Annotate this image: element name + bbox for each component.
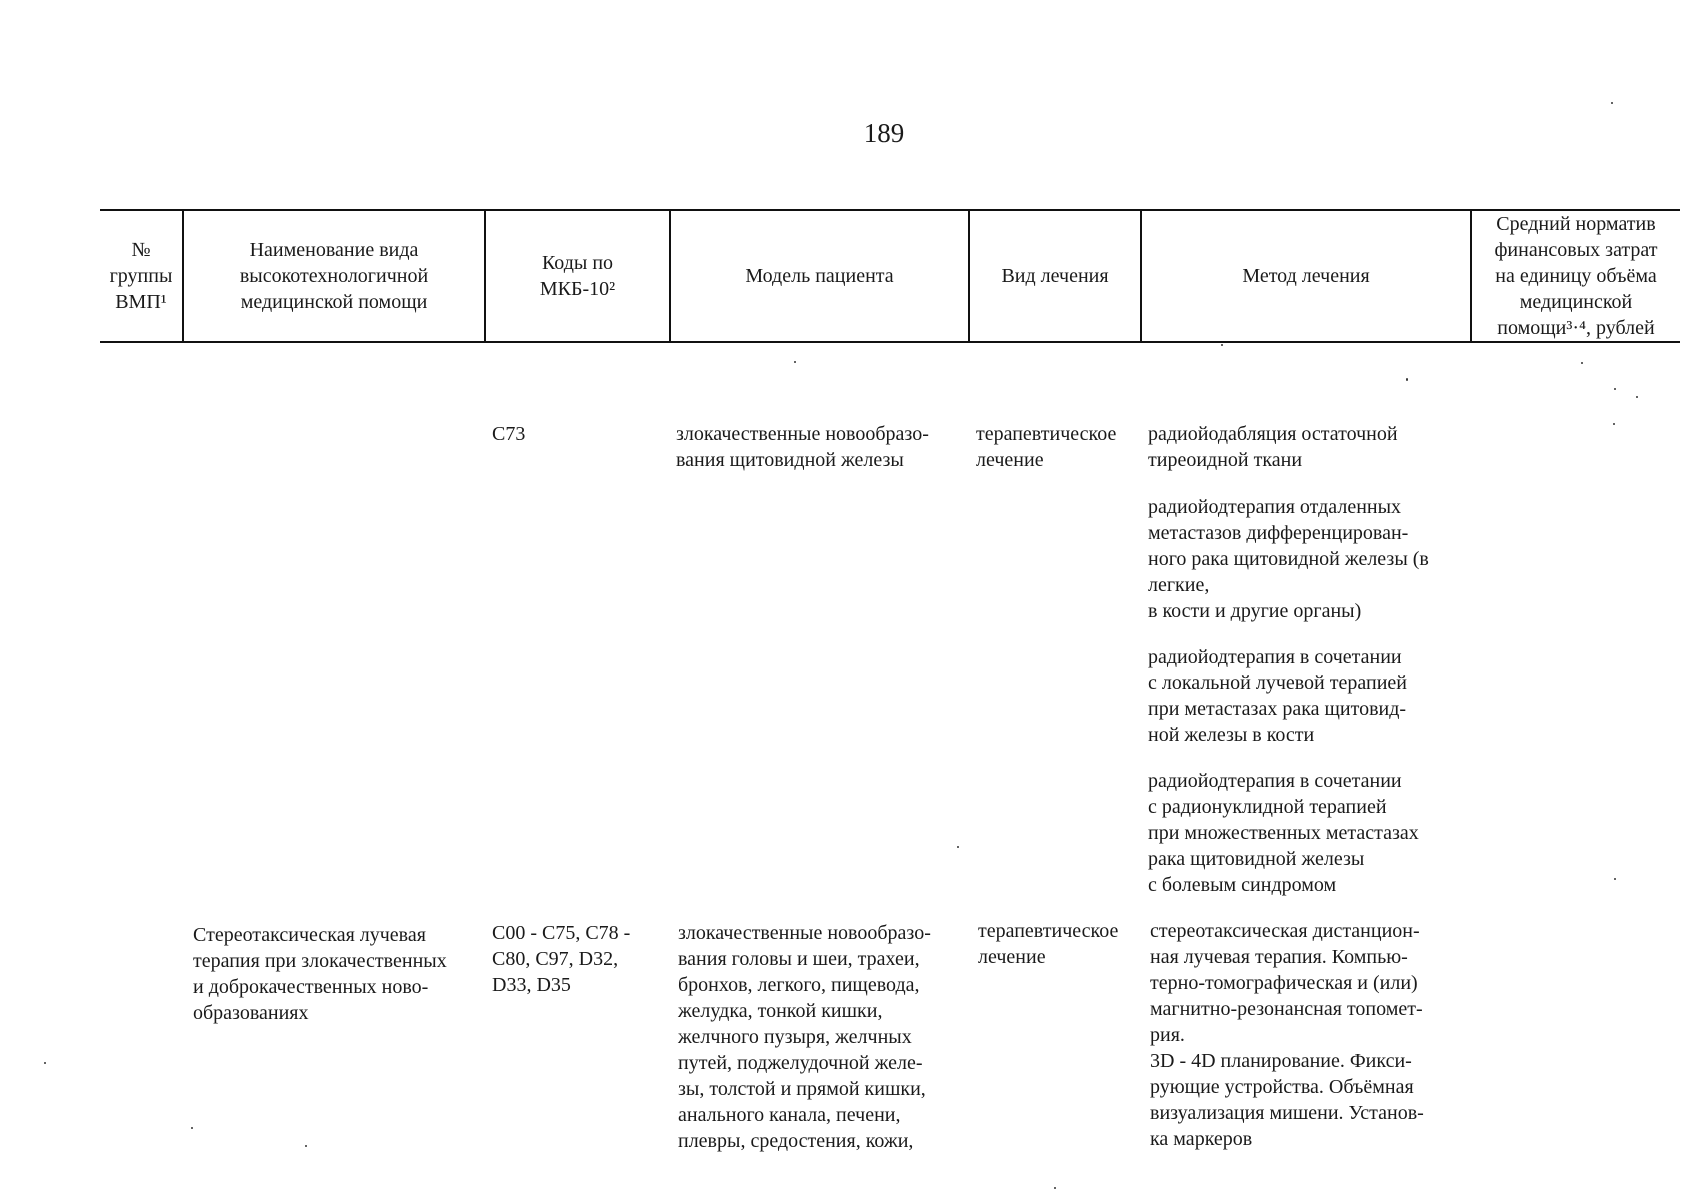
row-treatment-method: радиойодтерапия в сочетании с радионуклидной терапией при множественных метастазах рака щитовидной железы с болевым синдромом xyxy=(1148,770,1419,896)
header-group-number xyxy=(100,209,182,342)
header-care-type xyxy=(184,209,484,342)
row-patient-model: злокачественные новообразо- вания щитовидной железы xyxy=(676,423,929,471)
scan-speck xyxy=(1221,344,1223,346)
header-treatment-method-label: Метод лечения xyxy=(1242,264,1370,287)
scan-speck xyxy=(794,361,796,363)
header-treatment-type-label: Вид лечения xyxy=(1001,264,1109,287)
scan-speck xyxy=(1614,388,1616,390)
row-care-type: Стереотаксическая лучевая терапия при злокачественных и доброкачественных ново- образованиях xyxy=(193,924,447,1024)
header-treatment-method xyxy=(1142,209,1470,342)
row-treatment-method: стереотаксическая дистанцион- ная лучевая терапия. Компью- терно-томографическая и (или) магнитно-резонансная топомет- рия. 3D - 4D планирование. Фикси- рующие устройства. Объёмная визуализация мишени. Установ- ка маркеров xyxy=(1150,920,1424,1150)
row-treatment-type: терапевтическое лечение xyxy=(978,920,1119,968)
row-treatment-method: радиойодтерапия в сочетании с локальной лучевой терапией при метастазах рака щитовид- ной железы в кости xyxy=(1148,646,1407,746)
row-patient-model: злокачественные новообразо- вания головы и шеи, трахеи, бронхов, легкого, пищевода, желудка, тонкой кишки, желчного пузыря, желчных путей, поджелудочной желе- зы, толстой и прямой кишки, анального канала, печени, плевры, средостения, кожи, xyxy=(678,922,931,1152)
header-cost-standard xyxy=(1472,209,1680,342)
header-group-number-label: № группы ВМП¹ xyxy=(109,238,173,313)
scan-speck xyxy=(191,1127,193,1129)
scan-speck xyxy=(1406,378,1408,381)
header-cost-standard-label: Средний норматив финансовых затрат на единицу объёма медицинской помощи³·⁴, рублей xyxy=(1494,212,1658,339)
scan-speck xyxy=(305,1145,307,1147)
row-icd-codes: С73 xyxy=(492,423,526,445)
row-treatment-type: терапевтическое лечение xyxy=(976,423,1117,471)
header-patient-model xyxy=(671,209,968,342)
header-patient-model-label: Модель пациента xyxy=(745,264,894,287)
header-icd-codes xyxy=(486,209,669,342)
header-care-type-label: Наименование вида высокотехнологичной медицинской помощи xyxy=(239,238,429,313)
row-treatment-method: радиойодабляция остаточной тиреоидной ткани xyxy=(1148,423,1398,471)
row-icd-codes: С00 - С75, С78 - С80, С97, D32, D33, D35 xyxy=(492,922,631,996)
header-treatment-type xyxy=(970,209,1140,342)
page-number: 189 xyxy=(863,118,905,148)
header-icd-codes-label: Коды по МКБ-10² xyxy=(539,251,616,300)
scan-speck xyxy=(957,846,959,848)
scan-speck xyxy=(1611,102,1613,104)
scan-speck xyxy=(1054,1187,1056,1189)
scan-speck xyxy=(1613,423,1615,425)
scan-speck xyxy=(44,1062,46,1064)
scan-speck xyxy=(1614,878,1616,880)
row-treatment-method: радиойодтерапия отдаленных метастазов дифференцирован- ного рака щитовидной железы (в легкие, в кости и другие органы) xyxy=(1148,496,1429,622)
scan-speck xyxy=(1581,362,1583,364)
scan-speck xyxy=(1636,396,1638,398)
